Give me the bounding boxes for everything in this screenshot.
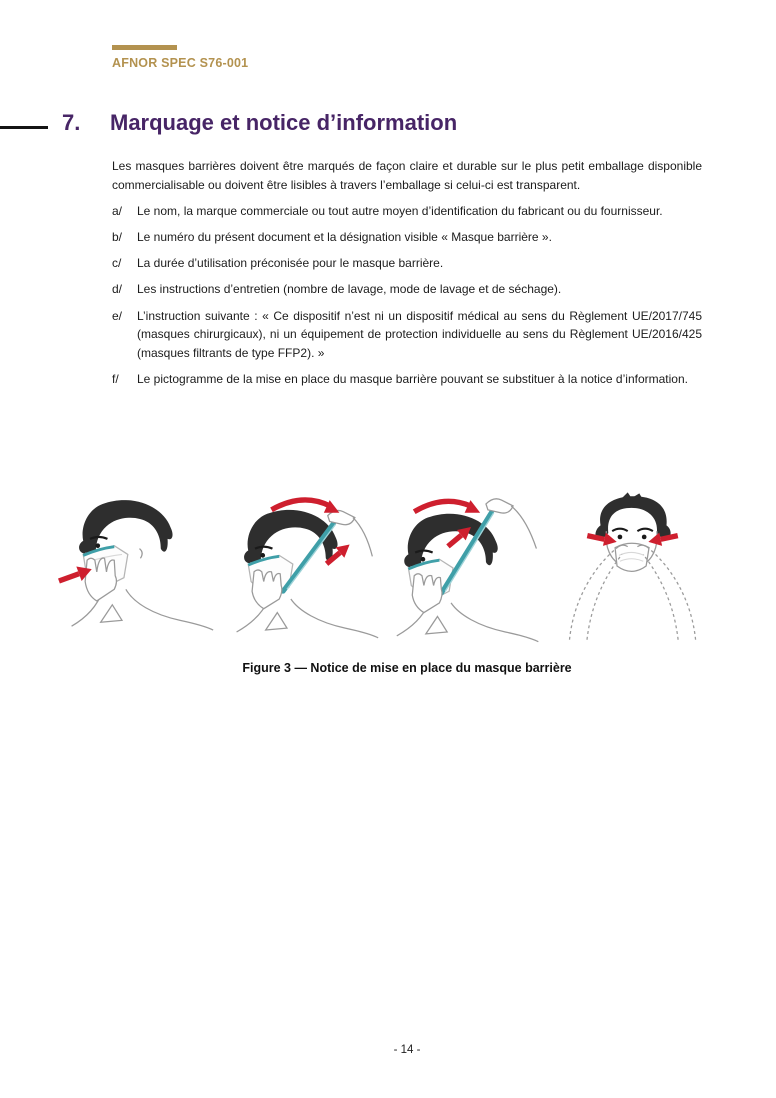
list-marker: d/ bbox=[112, 282, 123, 297]
section-heading-rule bbox=[0, 126, 48, 129]
list-item-c bbox=[112, 254, 702, 273]
pulling-hand bbox=[328, 510, 373, 556]
list-item-d bbox=[112, 280, 702, 299]
list-item-f bbox=[112, 370, 702, 389]
list-marker: e/ bbox=[112, 308, 123, 323]
body-content bbox=[112, 157, 702, 396]
hand bbox=[412, 574, 442, 613]
list-text: Le nom, la marque commerciale ou tout autre moyen d’identification du fabricant ou du fournisseur. bbox=[137, 204, 663, 219]
list-text: Le numéro du présent document et la désignation visible « Masque barrière ». bbox=[137, 230, 552, 245]
list-marker: b/ bbox=[112, 230, 123, 245]
curved-red-arrow bbox=[414, 500, 480, 513]
section-title: Marquage et notice d’information bbox=[110, 110, 458, 135]
step-3-second-strap-illustration bbox=[389, 490, 549, 645]
step-2-first-strap-illustration bbox=[223, 490, 383, 645]
page-number: - 14 - bbox=[393, 1044, 421, 1056]
hand bbox=[85, 558, 116, 601]
intro-paragraph: Les masques barrières doivent être marqués de façon claire et durable sur le plus petit emballage disponible commercialisable ou doivent être lisibles à travers l’emballage si celui-ci est transparent. bbox=[112, 159, 702, 192]
list-marker: f/ bbox=[112, 371, 119, 386]
list-text: Les instructions d’entretien (nombre de lavage, mode de lavage et de séchage). bbox=[137, 282, 562, 297]
step-1-place-mask-illustration bbox=[58, 490, 218, 645]
section-number: 7. bbox=[62, 110, 81, 135]
figure-3-pictograms bbox=[58, 487, 714, 645]
list-text: Le pictogramme de la mise en place du masque barrière pouvant se substituer à la notice d’information. bbox=[137, 371, 688, 386]
figure-caption: Figure 3 — Notice de mise en place du masque barrière bbox=[242, 661, 572, 675]
list-text: L’instruction suivante : « Ce dispositif n’est ni un dispositif médical au sens du Règlement UE/2017/745 (masques chirurgicaux), ni un équipement de protection individuelle au sens du Règlement UE/2016/425 (masques filtrants de type FFP2). » bbox=[137, 308, 702, 360]
list-item-a bbox=[112, 202, 702, 221]
list-marker: c/ bbox=[112, 256, 122, 271]
list-text: La durée d’utilisation préconisée pour le masque barrière. bbox=[137, 256, 444, 271]
step-4-adjust-nose-illustration bbox=[554, 490, 714, 645]
list-item-e bbox=[112, 307, 702, 363]
list-item-b bbox=[112, 228, 702, 247]
header-accent-bar bbox=[112, 45, 177, 50]
hand bbox=[252, 570, 282, 609]
list-marker: a/ bbox=[112, 204, 123, 219]
document-reference: AFNOR SPEC S76-001 bbox=[112, 56, 249, 70]
